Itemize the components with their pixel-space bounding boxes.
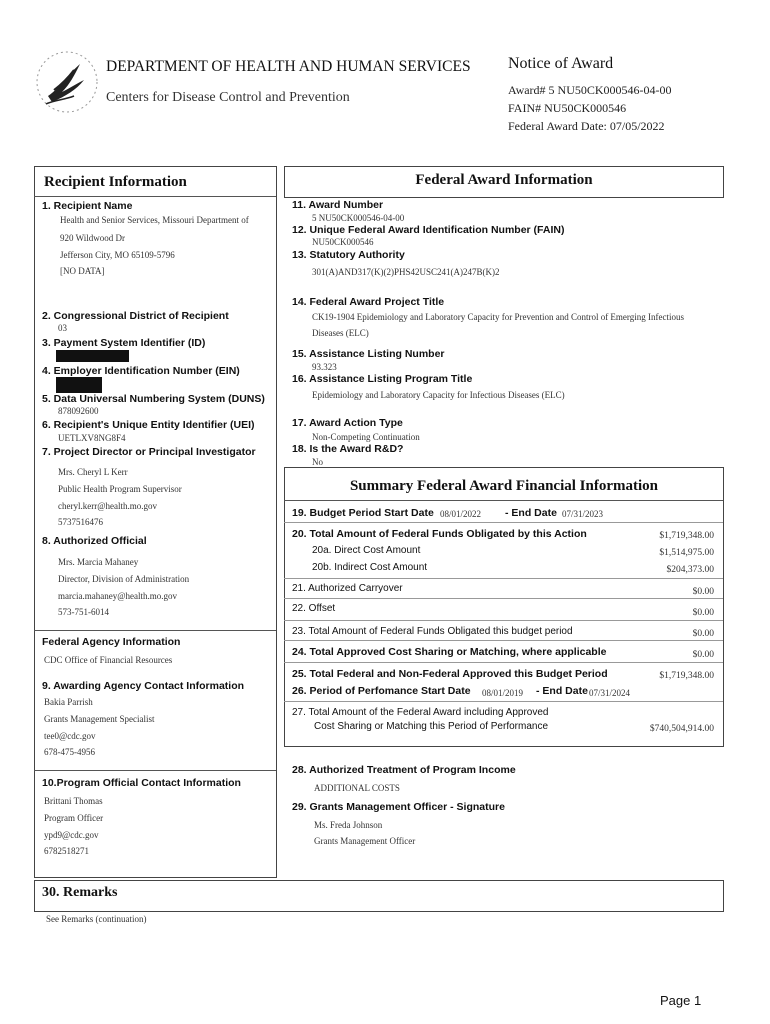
agency-contact-name: Bakia Parrish bbox=[44, 697, 93, 707]
gmo-title: Grants Management Officer bbox=[314, 836, 416, 846]
summary-section-title: Summary Federal Award Financial Information bbox=[349, 478, 659, 494]
field-21-label: 21. Authorized Carryover bbox=[292, 583, 403, 594]
field-18-label: 18. Is the Award R&D? bbox=[292, 443, 404, 455]
program-official-title: Program Officer bbox=[44, 813, 104, 823]
budget-end-date: 07/31/2023 bbox=[562, 509, 604, 519]
field-2-label: 2. Congressional District of Recipient bbox=[42, 310, 229, 322]
field-8-label: 8. Authorized Official bbox=[42, 535, 147, 547]
row-divider bbox=[284, 662, 723, 663]
row-divider bbox=[284, 620, 723, 621]
field-10-label: 10.Program Official Contact Information bbox=[42, 777, 241, 789]
field-29-label: 29. Grants Management Officer - Signature bbox=[292, 801, 505, 813]
row-divider bbox=[284, 522, 723, 523]
fain-header: FAIN# NU50CK000546 bbox=[508, 101, 627, 115]
assistance-program-title: Epidemiology and Laboratory Capacity for Infectious Diseases (ELC) bbox=[312, 390, 565, 400]
row-divider bbox=[284, 640, 723, 641]
field-3-label: 3. Payment System Identifier (ID) bbox=[42, 337, 206, 349]
field-19-label: 19. Budget Period Start Date bbox=[292, 507, 434, 519]
field-9-label: 9. Awarding Agency Contact Information bbox=[42, 680, 245, 692]
field-27-value: $740,504,914.00 bbox=[649, 724, 714, 734]
field-13-label: 13. Statutory Authority bbox=[292, 249, 405, 261]
field-25-value: $1,719,348.00 bbox=[659, 671, 714, 681]
field-6-label: 6. Recipient's Unique Entity Identifier (UEI) bbox=[42, 419, 255, 431]
field-21-value: $0.00 bbox=[692, 587, 714, 597]
recipient-nodata-line: [NO DATA] bbox=[60, 266, 105, 276]
budget-end-label: - End Date bbox=[505, 507, 557, 519]
program-official-email: ypd9@cdc.gov bbox=[44, 830, 99, 840]
pi-email: cheryl.kerr@health.mo.gov bbox=[58, 501, 158, 511]
field-24-value: $0.00 bbox=[692, 650, 714, 660]
federal-award-section-title: Federal Award Information bbox=[415, 172, 593, 188]
field-23-value: $0.00 bbox=[692, 629, 714, 639]
federal-agency-title: Federal Agency Information bbox=[42, 636, 181, 648]
field-14-label: 14. Federal Award Project Title bbox=[292, 296, 445, 308]
field-23-label: 23. Total Amount of Federal Funds Obligated this budget period bbox=[292, 626, 573, 637]
remarks-text: See Remarks (continuation) bbox=[46, 914, 147, 924]
recipient-section-title: Recipient Information bbox=[44, 174, 187, 190]
official-email: marcia.mahaney@health.mo.gov bbox=[58, 591, 177, 601]
field-25-label: 25. Total Federal and Non-Federal Approved this Budget Period bbox=[292, 668, 608, 680]
page-number: Page 1 bbox=[660, 993, 702, 1008]
budget-start-date: 08/01/2022 bbox=[440, 509, 482, 519]
field-12-label: 12. Unique Federal Award Identification Number (FAIN) bbox=[292, 224, 565, 236]
field-7-label: 7. Project Director or Principal Investigator bbox=[42, 446, 256, 458]
pi-title: Public Health Program Supervisor bbox=[58, 484, 182, 494]
row-divider bbox=[284, 598, 723, 599]
recipient-name-line: Health and Senior Services, Missouri Department of bbox=[60, 215, 249, 225]
field-20a-label: 20a. Direct Cost Amount bbox=[312, 545, 421, 556]
field-20b-value: $204,373.00 bbox=[666, 565, 714, 575]
field-22-label: 22. Offset bbox=[292, 603, 336, 614]
field-27-label-line-2: Cost Sharing or Matching this Period of Performance bbox=[314, 721, 548, 732]
agency-name: Centers for Disease Control and Prevention bbox=[106, 90, 350, 105]
field-11-label: 11. Award Number bbox=[292, 199, 384, 211]
field-24-label: 24. Total Approved Cost Sharing or Matching, where applicable bbox=[292, 646, 607, 658]
rd-value: No bbox=[312, 457, 323, 467]
remarks-title: 30. Remarks bbox=[42, 885, 118, 900]
program-official-phone: 6782518271 bbox=[44, 846, 89, 856]
project-title-line-1: CK19-1904 Epidemiology and Laboratory Capacity for Prevention and Control of Emerging Infectious bbox=[312, 312, 685, 322]
agency-contact-phone: 678-475-4956 bbox=[44, 747, 95, 757]
project-title-line-2: Diseases (ELC) bbox=[312, 328, 369, 338]
performance-start-date: 08/01/2019 bbox=[482, 688, 524, 698]
federal-agency-divider bbox=[34, 630, 276, 631]
department-name: DEPARTMENT OF HEALTH AND HUMAN SERVICES bbox=[106, 58, 471, 75]
program-official-divider bbox=[34, 770, 276, 771]
agency-contact-email: tee0@cdc.gov bbox=[44, 731, 96, 741]
field-22-value: $0.00 bbox=[692, 608, 714, 618]
row-divider bbox=[284, 701, 723, 702]
performance-end-date: 07/31/2024 bbox=[589, 688, 631, 698]
recipient-title-divider bbox=[34, 196, 276, 197]
field-1-label: 1. Recipient Name bbox=[42, 200, 133, 212]
notice-title: Notice of Award bbox=[508, 55, 614, 72]
gmo-name: Ms. Freda Johnson bbox=[314, 820, 383, 830]
recipient-city-line: Jefferson City, MO 65109-5796 bbox=[60, 250, 175, 260]
statutory-authority-value: 301(A)AND317(K)(2)PHS42USC241(A)247B(K)2 bbox=[312, 267, 500, 277]
field-5-label: 5. Data Universal Numbering System (DUNS) bbox=[42, 393, 265, 405]
field-27-label-line-1: 27. Total Amount of the Federal Award including Approved bbox=[292, 707, 549, 718]
official-phone: 573-751-6014 bbox=[58, 607, 109, 617]
field-17-label: 17. Award Action Type bbox=[292, 417, 403, 429]
summary-title-divider bbox=[284, 500, 723, 501]
hhs-logo bbox=[34, 44, 100, 120]
official-name: Mrs. Marcia Mahaney bbox=[58, 557, 139, 567]
federal-award-date: Federal Award Date: 07/05/2022 bbox=[508, 119, 665, 133]
field-20-value: $1,719,348.00 bbox=[659, 531, 714, 541]
uei-value: UETLXV8NG8F4 bbox=[58, 433, 126, 443]
field-4-label: 4. Employer Identification Number (EIN) bbox=[42, 365, 240, 377]
performance-end-label: - End Date bbox=[536, 685, 588, 697]
program-official-name: Brittani Thomas bbox=[44, 796, 103, 806]
award-action-type-value: Non-Competing Continuation bbox=[312, 432, 420, 442]
redaction-bar bbox=[56, 350, 129, 362]
congressional-district-value: 03 bbox=[58, 323, 67, 333]
pi-name: Mrs. Cheryl L Kerr bbox=[58, 467, 128, 477]
field-20b-label: 20b. Indirect Cost Amount bbox=[312, 562, 428, 573]
official-title: Director, Division of Administration bbox=[58, 574, 190, 584]
duns-value: 878092600 bbox=[58, 406, 99, 416]
award-number-header: Award# 5 NU50CK000546-04-00 bbox=[508, 83, 672, 97]
field-28-label: 28. Authorized Treatment of Program Income bbox=[292, 764, 516, 776]
award-number-value: 5 NU50CK000546-04-00 bbox=[312, 213, 405, 223]
federal-agency-office: CDC Office of Financial Resources bbox=[44, 655, 173, 665]
remarks-box bbox=[34, 880, 724, 912]
program-income-value: ADDITIONAL COSTS bbox=[314, 783, 400, 793]
field-15-label: 15. Assistance Listing Number bbox=[292, 348, 445, 360]
recipient-address-line: 920 Wildwood Dr bbox=[60, 233, 125, 243]
pi-phone: 5737516476 bbox=[58, 517, 103, 527]
fain-value: NU50CK000546 bbox=[312, 237, 374, 247]
field-16-label: 16. Assistance Listing Program Title bbox=[292, 373, 473, 385]
assistance-listing-number: 93.323 bbox=[312, 362, 337, 372]
agency-contact-title: Grants Management Specialist bbox=[44, 714, 155, 724]
field-20-label: 20. Total Amount of Federal Funds Obligated by this Action bbox=[292, 528, 587, 540]
field-20a-value: $1,514,975.00 bbox=[659, 548, 714, 558]
field-26-label: 26. Period of Perfomance Start Date bbox=[292, 685, 471, 697]
eagle-seal-icon bbox=[34, 44, 100, 120]
row-divider bbox=[284, 578, 723, 579]
redaction-bar bbox=[56, 377, 102, 393]
